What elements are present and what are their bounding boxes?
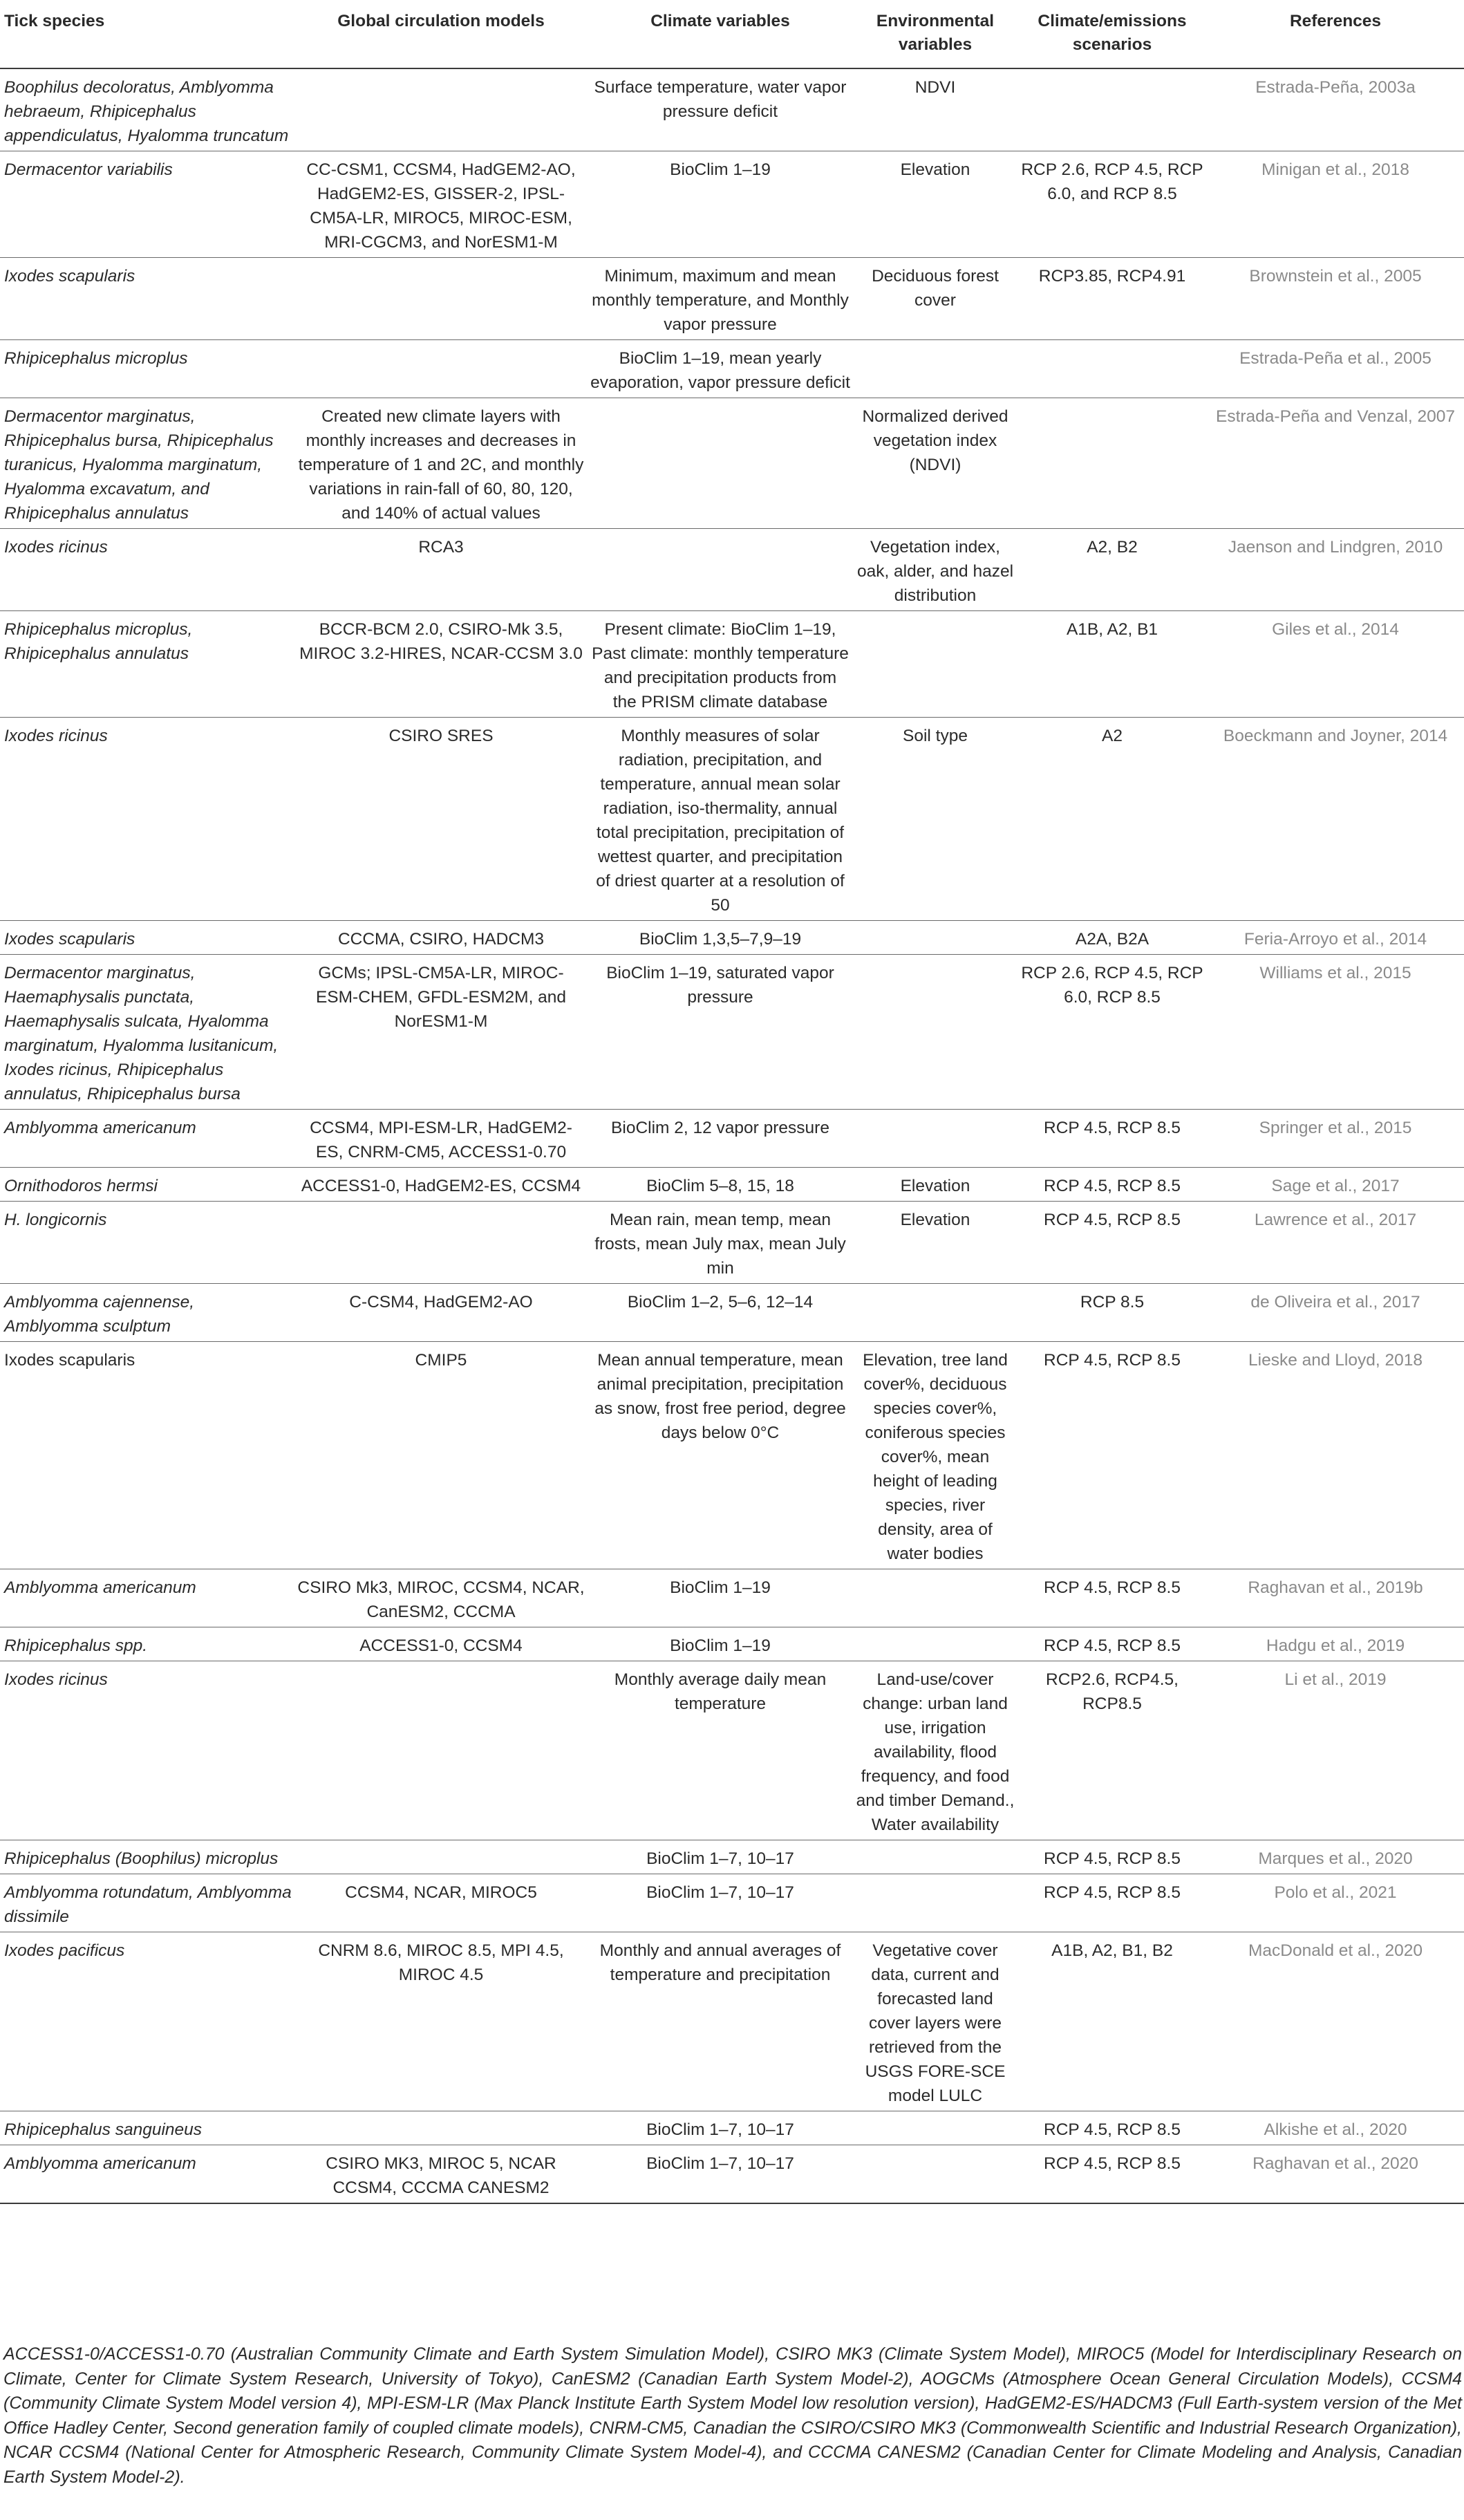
cell-tick-species: Rhipicephalus sanguineus bbox=[0, 2111, 294, 2145]
cell-environmental-variables bbox=[853, 955, 1017, 1110]
header-global-circulation-models: Global circulation models bbox=[294, 0, 588, 68]
cell-global-circulation-models: ACCESS1-0, CCSM4 bbox=[294, 1627, 588, 1661]
cell-reference: Marques et al., 2020 bbox=[1207, 1840, 1464, 1874]
cell-tick-species: Ixodes pacificus bbox=[0, 1932, 294, 2111]
cell-emissions-scenarios: RCP2.6, RCP4.5, RCP8.5 bbox=[1017, 1661, 1207, 1840]
cell-global-circulation-models: CSIRO Mk3, MIROC, CCSM4, NCAR, CanESM2, CCCMA bbox=[294, 1569, 588, 1627]
cell-emissions-scenarios: RCP 2.6, RCP 4.5, RCP 6.0, and RCP 8.5 bbox=[1017, 151, 1207, 258]
cell-climate-variables: Mean annual temperature, mean animal precipitation, precipitation as snow, frost free period, degree days below 0°C bbox=[588, 1342, 853, 1569]
cell-reference: Sage et al., 2017 bbox=[1207, 1168, 1464, 1202]
cell-global-circulation-models: CSIRO SRES bbox=[294, 718, 588, 921]
cell-emissions-scenarios: A1B, A2, B1, B2 bbox=[1017, 1932, 1207, 2111]
cell-tick-species: Ixodes ricinus bbox=[0, 1661, 294, 1840]
cell-emissions-scenarios: A2 bbox=[1017, 718, 1207, 921]
cell-tick-species: Ornithodoros hermsi bbox=[0, 1168, 294, 1202]
cell-climate-variables: BioClim 1–19, mean yearly evaporation, vapor pressure deficit bbox=[588, 340, 853, 398]
cell-environmental-variables: Elevation bbox=[853, 1168, 1017, 1202]
cell-climate-variables: BioClim 1–19 bbox=[588, 151, 853, 258]
cell-environmental-variables: Normalized derived vegetation index (NDVI) bbox=[853, 398, 1017, 529]
cell-emissions-scenarios bbox=[1017, 68, 1207, 151]
table-row bbox=[0, 1661, 1464, 1840]
table-row bbox=[0, 1110, 1464, 1168]
cell-climate-variables: Monthly measures of solar radiation, precipitation, and temperature, annual mean solar radiation, iso-thermality, annual total precipitation, precipitation of wettest quarter, and precipitation of driest quarter at a resolution of 50 bbox=[588, 718, 853, 921]
cell-global-circulation-models: CC-CSM1, CCSM4, HadGEM2-AO, HadGEM2-ES, GISSER-2, IPSL-CM5A-LR, MIROC5, MIROC-ESM, MRI-CGCM3, and NorESM1-M bbox=[294, 151, 588, 258]
cell-climate-variables: BioClim 1–19, saturated vapor pressure bbox=[588, 955, 853, 1110]
table-row bbox=[0, 718, 1464, 921]
table-footnote: ACCESS1-0/ACCESS1-0.70 (Australian Community Climate and Earth System Simulation Model), CSIRO MK3 (Climate System Model), MIROC5 (Model for Interdisciplinary Research on Climate, Center for Climate System Research, University of Tokyo), CanESM2 (Canadian Earth System Model-2), AOGCMs (Atmosphere Ocean General Circulation Models), CCSM4 (Community Climate System Model version 4), MPI-ESM-LR (Max Planck Institute Earth System Model low resolution version), HadGEM2-ES/HADCM3 (Full Earth-system version of the Met Office Hadley Center, Second generation family of coupled climate models), CNRM-CM5, Canadian the CSIRO/CSIRO MK3 (Commonwealth Scientific and Industrial Research Organization), NCAR CCSM4 (National Center for Atmospheric Research, Community Climate System Model-4), and CCCMA CANESM2 (Canadian Center for Climate Modeling and Analysis, Canadian Earth System Model-2). bbox=[3, 2344, 1462, 2487]
cell-tick-species: Dermacentor variabilis bbox=[0, 151, 294, 258]
cell-reference: Springer et al., 2015 bbox=[1207, 1110, 1464, 1168]
cell-reference: Raghavan et al., 2019b bbox=[1207, 1569, 1464, 1627]
cell-climate-variables: BioClim 1–7, 10–17 bbox=[588, 2111, 853, 2145]
cell-emissions-scenarios: RCP 4.5, RCP 8.5 bbox=[1017, 1202, 1207, 1284]
table-row bbox=[0, 2145, 1464, 2204]
cell-global-circulation-models bbox=[294, 340, 588, 398]
cell-emissions-scenarios: RCP 2.6, RCP 4.5, RCP 6.0, RCP 8.5 bbox=[1017, 955, 1207, 1110]
cell-tick-species: Ixodes scapularis bbox=[0, 921, 294, 955]
cell-environmental-variables: Elevation bbox=[853, 1202, 1017, 1284]
cell-emissions-scenarios: RCP 4.5, RCP 8.5 bbox=[1017, 1840, 1207, 1874]
cell-environmental-variables: Vegetation index, oak, alder, and hazel distribution bbox=[853, 529, 1017, 611]
cell-tick-species: Rhipicephalus spp. bbox=[0, 1627, 294, 1661]
cell-environmental-variables: NDVI bbox=[853, 68, 1017, 151]
cell-climate-variables: BioClim 2, 12 vapor pressure bbox=[588, 1110, 853, 1168]
cell-tick-species: Amblyomma americanum bbox=[0, 1110, 294, 1168]
cell-environmental-variables bbox=[853, 921, 1017, 955]
cell-reference: Minigan et al., 2018 bbox=[1207, 151, 1464, 258]
cell-environmental-variables bbox=[853, 1569, 1017, 1627]
cell-climate-variables bbox=[588, 398, 853, 529]
cell-reference: Estrada-Peña, 2003a bbox=[1207, 68, 1464, 151]
cell-global-circulation-models: CNRM 8.6, MIROC 8.5, MPI 4.5, MIROC 4.5 bbox=[294, 1932, 588, 2111]
cell-emissions-scenarios: A2A, B2A bbox=[1017, 921, 1207, 955]
cell-climate-variables: BioClim 1–7, 10–17 bbox=[588, 1840, 853, 1874]
table-row bbox=[0, 398, 1464, 529]
cell-reference: MacDonald et al., 2020 bbox=[1207, 1932, 1464, 2111]
table-row bbox=[0, 2111, 1464, 2145]
table-row bbox=[0, 1202, 1464, 1284]
header-env-line2: variables bbox=[898, 35, 973, 54]
header-climate-variables: Climate variables bbox=[588, 0, 853, 68]
cell-climate-variables: BioClim 1–7, 10–17 bbox=[588, 2145, 853, 2204]
cell-environmental-variables bbox=[853, 1874, 1017, 1932]
cell-emissions-scenarios: RCP 4.5, RCP 8.5 bbox=[1017, 1168, 1207, 1202]
table-row bbox=[0, 258, 1464, 340]
table-header-row bbox=[0, 0, 1464, 68]
cell-global-circulation-models bbox=[294, 1840, 588, 1874]
cell-tick-species: Amblyomma rotundatum, Amblyomma dissimile bbox=[0, 1874, 294, 1932]
cell-environmental-variables bbox=[853, 2111, 1017, 2145]
cell-global-circulation-models: Created new climate layers with monthly increases and decreases in temperature of 1 and 2C, and monthly variations in rain-fall of 60, 80, 120, and 140% of actual values bbox=[294, 398, 588, 529]
cell-climate-variables: BioClim 1–19 bbox=[588, 1569, 853, 1627]
cell-climate-variables: BioClim 1,3,5–7,9–19 bbox=[588, 921, 853, 955]
cell-global-circulation-models: CCCMA, CSIRO, HADCM3 bbox=[294, 921, 588, 955]
table-row bbox=[0, 529, 1464, 611]
cell-environmental-variables: Deciduous forest cover bbox=[853, 258, 1017, 340]
cell-emissions-scenarios: RCP 4.5, RCP 8.5 bbox=[1017, 1627, 1207, 1661]
table-row bbox=[0, 1840, 1464, 1874]
cell-environmental-variables: Elevation bbox=[853, 151, 1017, 258]
cell-climate-variables: Surface temperature, water vapor pressure deficit bbox=[588, 68, 853, 151]
table-row bbox=[0, 921, 1464, 955]
cell-reference: Lieske and Lloyd, 2018 bbox=[1207, 1342, 1464, 1569]
table-row bbox=[0, 611, 1464, 718]
cell-reference: Estrada-Peña and Venzal, 2007 bbox=[1207, 398, 1464, 529]
header-scen-line1: Climate/emissions bbox=[1038, 12, 1187, 30]
cell-environmental-variables bbox=[853, 611, 1017, 718]
header-scen-line2: scenarios bbox=[1072, 35, 1152, 54]
cell-tick-species: Amblyomma cajennense, Amblyomma sculptum bbox=[0, 1284, 294, 1342]
cell-global-circulation-models: ACCESS1-0, HadGEM2-ES, CCSM4 bbox=[294, 1168, 588, 1202]
cell-climate-variables: BioClim 1–19 bbox=[588, 1627, 853, 1661]
cell-environmental-variables bbox=[853, 2145, 1017, 2204]
cell-global-circulation-models: CSIRO MK3, MIROC 5, NCAR CCSM4, CCCMA CANESM2 bbox=[294, 2145, 588, 2204]
table-row bbox=[0, 151, 1464, 258]
table-row bbox=[0, 1932, 1464, 2111]
cell-global-circulation-models: CCSM4, NCAR, MIROC5 bbox=[294, 1874, 588, 1932]
cell-reference: Feria-Arroyo et al., 2014 bbox=[1207, 921, 1464, 955]
cell-reference: Alkishe et al., 2020 bbox=[1207, 2111, 1464, 2145]
cell-tick-species: Ixodes scapularis bbox=[0, 258, 294, 340]
cell-tick-species: Dermacentor marginatus, Haemaphysalis punctata, Haemaphysalis sulcata, Hyalomma marginatum, Hyalomma lusitanicum, Ixodes ricinus, Rhipicephalus annulatus, Rhipicephalus bursa bbox=[0, 955, 294, 1110]
cell-emissions-scenarios: RCP 4.5, RCP 8.5 bbox=[1017, 1342, 1207, 1569]
cell-reference: Hadgu et al., 2019 bbox=[1207, 1627, 1464, 1661]
cell-tick-species: Ixodes ricinus bbox=[0, 529, 294, 611]
cell-tick-species: Amblyomma americanum bbox=[0, 1569, 294, 1627]
cell-climate-variables: BioClim 5–8, 15, 18 bbox=[588, 1168, 853, 1202]
cell-emissions-scenarios: RCP 4.5, RCP 8.5 bbox=[1017, 1110, 1207, 1168]
header-env-line1: Environmental bbox=[876, 12, 995, 30]
header-tick-species: Tick species bbox=[0, 0, 294, 68]
cell-climate-variables bbox=[588, 529, 853, 611]
header-references: References bbox=[1207, 0, 1464, 68]
cell-tick-species: Dermacentor marginatus, Rhipicephalus bursa, Rhipicephalus turanicus, Hyalomma marginatum, Hyalomma excavatum, and Rhipicephalus annulatus bbox=[0, 398, 294, 529]
cell-emissions-scenarios: RCP3.85, RCP4.91 bbox=[1017, 258, 1207, 340]
cell-climate-variables: Present climate: BioClim 1–19, Past climate: monthly temperature and precipitation products from the PRISM climate database bbox=[588, 611, 853, 718]
cell-environmental-variables bbox=[853, 1627, 1017, 1661]
table-row bbox=[0, 1627, 1464, 1661]
cell-emissions-scenarios: RCP 4.5, RCP 8.5 bbox=[1017, 2145, 1207, 2204]
table-body bbox=[0, 68, 1464, 2203]
header-environmental-variables bbox=[853, 0, 1017, 68]
cell-global-circulation-models bbox=[294, 2111, 588, 2145]
cell-environmental-variables: Elevation, tree land cover%, deciduous species cover%, coniferous species cover%, mean height of leading species, river density, area of water bodies bbox=[853, 1342, 1017, 1569]
cell-emissions-scenarios bbox=[1017, 340, 1207, 398]
cell-tick-species: Ixodes ricinus bbox=[0, 718, 294, 921]
cell-reference: Raghavan et al., 2020 bbox=[1207, 2145, 1464, 2204]
cell-environmental-variables: Soil type bbox=[853, 718, 1017, 921]
table-row bbox=[0, 68, 1464, 151]
table-row bbox=[0, 955, 1464, 1110]
cell-emissions-scenarios: RCP 4.5, RCP 8.5 bbox=[1017, 1874, 1207, 1932]
cell-climate-variables: Monthly average daily mean temperature bbox=[588, 1661, 853, 1840]
cell-tick-species: H. longicornis bbox=[0, 1202, 294, 1284]
table-row bbox=[0, 1168, 1464, 1202]
cell-reference: Boeckmann and Joyner, 2014 bbox=[1207, 718, 1464, 921]
cell-emissions-scenarios bbox=[1017, 398, 1207, 529]
cell-reference: Polo et al., 2021 bbox=[1207, 1874, 1464, 1932]
cell-tick-species: Rhipicephalus microplus bbox=[0, 340, 294, 398]
cell-reference: Lawrence et al., 2017 bbox=[1207, 1202, 1464, 1284]
cell-climate-variables: Mean rain, mean temp, mean frosts, mean July max, mean July min bbox=[588, 1202, 853, 1284]
cell-emissions-scenarios: A2, B2 bbox=[1017, 529, 1207, 611]
cell-global-circulation-models bbox=[294, 68, 588, 151]
cell-environmental-variables bbox=[853, 1110, 1017, 1168]
cell-reference: de Oliveira et al., 2017 bbox=[1207, 1284, 1464, 1342]
cell-reference: Jaenson and Lindgren, 2010 bbox=[1207, 529, 1464, 611]
cell-global-circulation-models: GCMs; IPSL-CM5A-LR, MIROC-ESM-CHEM, GFDL-ESM2M, and NorESM1-M bbox=[294, 955, 588, 1110]
cell-tick-species: Ixodes scapularis bbox=[0, 1342, 294, 1569]
cell-global-circulation-models: CMIP5 bbox=[294, 1342, 588, 1569]
cell-tick-species: Boophilus decoloratus, Amblyomma hebraeum, Rhipicephalus appendiculatus, Hyalomma truncatum bbox=[0, 68, 294, 151]
cell-global-circulation-models: BCCR-BCM 2.0, CSIRO-Mk 3.5, MIROC 3.2-HIRES, NCAR-CCSM 3.0 bbox=[294, 611, 588, 718]
header-emissions-scenarios bbox=[1017, 0, 1207, 68]
cell-environmental-variables bbox=[853, 1284, 1017, 1342]
cell-emissions-scenarios: RCP 8.5 bbox=[1017, 1284, 1207, 1342]
cell-reference: Brownstein et al., 2005 bbox=[1207, 258, 1464, 340]
cell-environmental-variables: Land-use/cover change: urban land use, irrigation availability, flood frequency, and food and timber Demand., Water availability bbox=[853, 1661, 1017, 1840]
cell-emissions-scenarios: A1B, A2, B1 bbox=[1017, 611, 1207, 718]
cell-global-circulation-models: CCSM4, MPI-ESM-LR, HadGEM2-ES, CNRM-CM5, ACCESS1-0.70 bbox=[294, 1110, 588, 1168]
cell-global-circulation-models: C-CSM4, HadGEM2-AO bbox=[294, 1284, 588, 1342]
cell-emissions-scenarios: RCP 4.5, RCP 8.5 bbox=[1017, 2111, 1207, 2145]
cell-tick-species: Amblyomma americanum bbox=[0, 2145, 294, 2204]
table-row bbox=[0, 1342, 1464, 1569]
cell-environmental-variables bbox=[853, 1840, 1017, 1874]
table-row bbox=[0, 1874, 1464, 1932]
cell-climate-variables: BioClim 1–7, 10–17 bbox=[588, 1874, 853, 1932]
cell-tick-species: Rhipicephalus (Boophilus) microplus bbox=[0, 1840, 294, 1874]
cell-emissions-scenarios: RCP 4.5, RCP 8.5 bbox=[1017, 1569, 1207, 1627]
cell-global-circulation-models: RCA3 bbox=[294, 529, 588, 611]
cell-reference: Giles et al., 2014 bbox=[1207, 611, 1464, 718]
cell-climate-variables: BioClim 1–2, 5–6, 12–14 bbox=[588, 1284, 853, 1342]
cell-environmental-variables: Vegetative cover data, current and forecasted land cover layers were retrieved from the USGS FORE-SCE model LULC bbox=[853, 1932, 1017, 2111]
cell-global-circulation-models bbox=[294, 1202, 588, 1284]
cell-climate-variables: Minimum, maximum and mean monthly temperature, and Monthly vapor pressure bbox=[588, 258, 853, 340]
cell-reference: Estrada-Peña et al., 2005 bbox=[1207, 340, 1464, 398]
table-row bbox=[0, 340, 1464, 398]
cell-environmental-variables bbox=[853, 340, 1017, 398]
table-row bbox=[0, 1284, 1464, 1342]
cell-global-circulation-models bbox=[294, 258, 588, 340]
cell-tick-species: Rhipicephalus microplus, Rhipicephalus annulatus bbox=[0, 611, 294, 718]
table-row bbox=[0, 1569, 1464, 1627]
cell-reference: Li et al., 2019 bbox=[1207, 1661, 1464, 1840]
cell-global-circulation-models bbox=[294, 1661, 588, 1840]
cell-reference: Williams et al., 2015 bbox=[1207, 955, 1464, 1110]
cell-climate-variables: Monthly and annual averages of temperature and precipitation bbox=[588, 1932, 853, 2111]
